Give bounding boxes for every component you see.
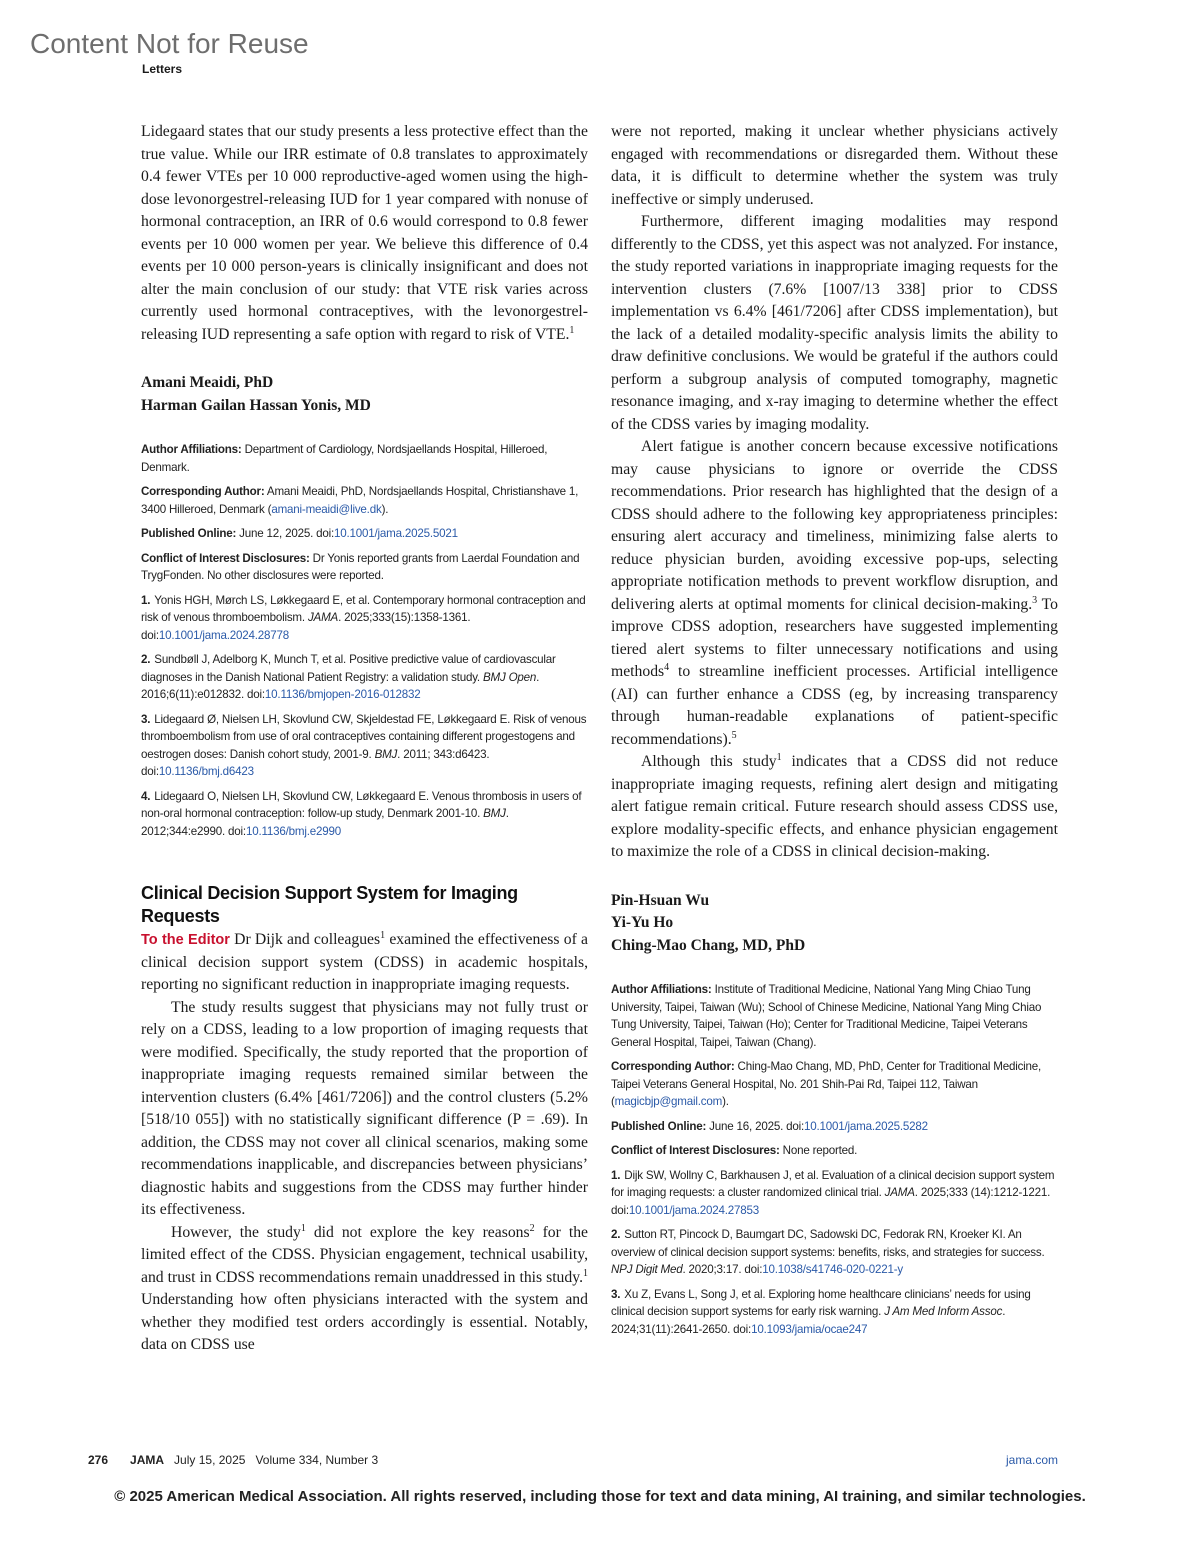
corresponding-author: Corresponding Author: Amani Meaidi, PhD, Nordsjaellands Hospital, Christianshave 1, 3400 Hilleroed, Denmark (amani-meaidi@live.dk).	[141, 485, 579, 516]
reference-item: 3. Lidegaard Ø, Nielsen LH, Skovlund CW, Skjeldestad FE, Løkkegaard E. Risk of venous thromboembolism from use of oral contraceptives containing different progestogens and oestrogen doses: Danish cohort study, 2001-9. BMJ. 2011; 343:d6423. doi:10.1136/bmj.d6423	[141, 712, 587, 778]
conflict-of-interest: Conflict of Interest Disclosures: Dr Yonis reported grants from Laerdal Foundation and TrygFonden. No other disclosures were reported.	[141, 551, 580, 582]
doi-link[interactable]: 10.1093/jamia/ocae247	[751, 1322, 868, 1336]
reference-item: 1. Dijk SW, Wollny C, Barkhausen J, et al. Evaluation of a clinical decision support system for imaging requests: a cluster randomized clinical trial. JAMA. 2025;333 (14):1212-1221. doi:10.1001/jama.2024.27853	[611, 1168, 1055, 1217]
page-number: 276	[88, 1453, 109, 1467]
doi-link[interactable]: 10.1136/bmj.e2990	[245, 824, 341, 838]
doi-link[interactable]: 10.1001/jama.2025.5021	[334, 527, 458, 540]
email-link[interactable]: amani-meaidi@live.dk	[271, 502, 382, 516]
corresponding-author: Corresponding Author: Ching-Mao Chang, MD, PhD, Center for Traditional Medicine, Taipei Veterans General Hospital, No. 201 Shih-Pai Rd, Taipei 112, Taiwan (magicbjp@gmail.com).	[611, 1060, 1042, 1108]
doi-link[interactable]: 10.1038/s41746-020-0221-y	[762, 1263, 903, 1276]
letter-paragraph: Furthermore, different imaging modalities may respond differently to the CDSS, yet this aspect was not analyzed. For instance, the study reported variations in inappropriate imaging requests for the intervention clusters (7.6% [1007/13 338] prior to CDSS implementation vs 6.4% [461/7206] after CDSS implementation), but the lack of a detailed modality-specific analysis limits the ability to draw definitive conclusions. We would be grateful if the authors could perform a subgroup analysis of computed tomography, magnetic resonance imaging, and x-ray imaging to determine whether the effect of the CDSS varies by imaging modality.	[611, 213, 1058, 433]
reference-item: 2. Sundbøll J, Adelborg K, Munch T, et al. Positive predictive value of cardiovascular diagnoses in the Danish National Patient Registry: a validation study. BMJ Open. 2016;6(11):e012832. doi:10.1136/bmjopen-2016-012832	[141, 653, 556, 701]
to-the-editor-label: To the Editor	[141, 932, 230, 948]
doi-link[interactable]: 10.1136/bmjopen-2016-012832	[264, 688, 421, 701]
letter-article-info	[611, 981, 1058, 1338]
issue-date: July 15, 2025	[174, 1453, 246, 1467]
right-column	[611, 121, 1058, 1345]
author-affiliations: Author Affiliations: Institute of Traditional Medicine, National Yang Ming Chiao Tung University, Taipei, Taiwan (Wu); School of Chinese Medicine, National Yang Ming Chiao Tung University, Taipei, Taiwan (Ho); Center for Traditional Medicine, Taipei Veterans General Hospital, Taipei, Taiwan (Chang).	[611, 983, 1042, 1049]
author-signature: Yi-Yu Ho	[611, 914, 674, 931]
letter-paragraph: However, the study$^1$ did not explore the key reasons$^2$ for the limited effect of the CDSS. Physician engagement, technical usability, and trust in CDSS recommendations remain unaddressed in this study.$^1$ Understanding how often physicians interacted with the system and whether they modified test orders accordingly is essential. Notably, data on CDSS use	[141, 1222, 588, 1353]
reply-paragraph: Lidegaard states that our study presents a less protective effect than the true value. While our IRR estimate of 0.8 translates to approximately 0.4 fewer VTEs per 10 000 reproductive-aged women using the high-dose levonorgestrel-releasing IUD for 1 year compared with nonuse of hormonal contraception, an IRR of 0.6 would correspond to 0.8 fewer events per 10 000 women per year. We believe this difference of 0.4 events per 10 000 person-years is clinically insignificant and does not alter the main conclusion of our study: that VTE risk varies across currently used hormonal contraceptives, with the levonorgestrel-releasing IUD representing a safe option with regard to risk of VTE.$^1$	[141, 123, 588, 343]
page-footer	[88, 1453, 378, 1467]
letter-heading: Clinical Decision Support System for Imaging Requests	[141, 883, 518, 926]
reference-item: 1. Yonis HGH, Mørch LS, Løkkegaard E, et al. Contemporary hormonal contraception and risk of venous thromboembolism. JAMA. 2025;333(15):1358-1361. doi:10.1001/jama.2024.28778	[141, 593, 586, 642]
published-online: Published Online: June 12, 2025. doi:10.1001/jama.2025.5021	[141, 527, 458, 540]
reference-item: 2. Sutton RT, Pincock D, Baumgart DC, Sadowski DC, Fedorak RN, Kroeker KI. An overview of clinical decision support systems: benefits, risks, and strategies for success. NPJ Digit Med. 2020;3:17. doi:10.1038/s41746-020-0221-y	[611, 1228, 1045, 1276]
author-signature: Harman Gailan Hassan Yonis, MD	[141, 396, 371, 414]
author-affiliations: Author Affiliations: Department of Cardiology, Nordsjaellands Hospital, Hilleroed, Denmark.	[141, 443, 548, 474]
watermark: Content Not for Reuse	[30, 28, 309, 59]
section-label: Letters	[142, 62, 183, 76]
doi-link[interactable]: 10.1001/jama.2025.5282	[804, 1119, 928, 1133]
published-online: Published Online: June 16, 2025. doi:10.1001/jama.2025.5282	[611, 1119, 928, 1133]
reference-item: 4. Lidegaard O, Nielsen LH, Skovlund CW, Løkkegaard E. Venous thrombosis in users of non-oral hormonal contraception: follow-up study, Denmark 2001-10. BMJ. 2012;344:e2990. doi:10.1136/bmj.e2990	[141, 789, 582, 838]
doi-link[interactable]: 10.1001/jama.2024.27853	[628, 1203, 760, 1217]
conflict-of-interest: Conflict of Interest Disclosures: None reported.	[611, 1144, 858, 1157]
letter-paragraph: Although this study$^1$ indicates that a CDSS did not reduce inappropriate imaging requests, refining alert design and mitigating alert fatigue remain critical. Future research should assess CDSS use, explore modality-specific effects, and enhance physician engagement to maximize the role of a CDSS in clinical decision-making.	[611, 751, 1058, 860]
author-signature: Ching-Mao Chang, MD, PhD	[611, 936, 806, 954]
letter-paragraph: The study results suggest that physicians may not fully trust or rely on a CDSS, leading to a low proportion of imaging requests that were modified. Specifically, the study reported that the proportion of inappropriate imaging requests remained similar between the intervention clusters (6.4% [461/7206]) and the control clusters (5.2% [518/10 055]) with no statistically significant difference (P = .69). In addition, the CDSS may not cover all clinical scenarios, making some recommendations inapplicable, and discrepancies between physicians’ diagnostic habits and suggestions from the CDSS may further hinder its effectiveness.	[141, 998, 588, 1218]
letter-paragraph: were not reported, making it unclear whether physicians actively engaged with recommendations or disregarded them. Without these data, it is difficult to determine whether the system was truly ineffective or simply underused.	[611, 123, 1058, 208]
email-link[interactable]: magicbjp@gmail.com	[614, 1095, 723, 1108]
author-signature: Pin-Hsuan Wu	[611, 891, 710, 909]
reference-item: 3. Xu Z, Evans L, Song J, et al. Exploring home healthcare clinicians’ needs for using clinical decision support systems for early risk warning. J Am Med Inform Assoc. 2024;31(11):2641-2650. doi:10.1093/jamia/ocae247	[611, 1287, 1031, 1336]
left-column	[141, 121, 588, 1357]
doi-link[interactable]: 10.1136/bmj.d6423	[158, 765, 254, 778]
author-signature: Amani Meaidi, PhD	[141, 374, 274, 391]
letter-paragraph: Alert fatigue is another concern because excessive notifications may cause physicians to ignore or override the CDSS recommendations. Prior research has highlighted that the design of a CDSS should adhere to the following key appropriateness principles: ensuring alert accuracy and timeliness, minimizing false alerts to reduce physician burden, avoiding excessive pop-ups, selecting appropriate notification methods to prevent workflow disruption, and delivering alerts at optimal moments for clinical decision-making.$^3$ To improve CDSS adoption, researchers have suggested implementing tiered alert systems to filter unnecessary notifications and using methods$^4$ to streamline inefficient processes. Artificial intelligence (AI) can further enhance a CDSS (eg, by increasing transparency through human-readable explanations of patient-specific recommendations).$^5$	[611, 438, 1059, 748]
doi-link[interactable]: 10.1001/jama.2024.28778	[158, 628, 290, 642]
reply-signatures	[141, 372, 588, 417]
journal-site-link[interactable]: jama.com	[1005, 1453, 1058, 1467]
letter-paragraph: To the Editor Dr Dijk and colleagues$^1$ examined the effectiveness of a clinical decision support system (CDSS) in academic hospitals, reporting no significant reduction in inappropriate imaging requests.	[141, 929, 588, 993]
journal-name: JAMA	[130, 1453, 165, 1467]
volume-info: Volume 334, Number 3	[255, 1453, 379, 1467]
copyright-notice: © 2025 American Medical Association. All rights reserved, including those for text and data mining, AI training, and similar technologies.	[114, 1488, 1086, 1505]
letter-signatures	[611, 890, 1058, 958]
reply-article-info	[141, 441, 588, 840]
